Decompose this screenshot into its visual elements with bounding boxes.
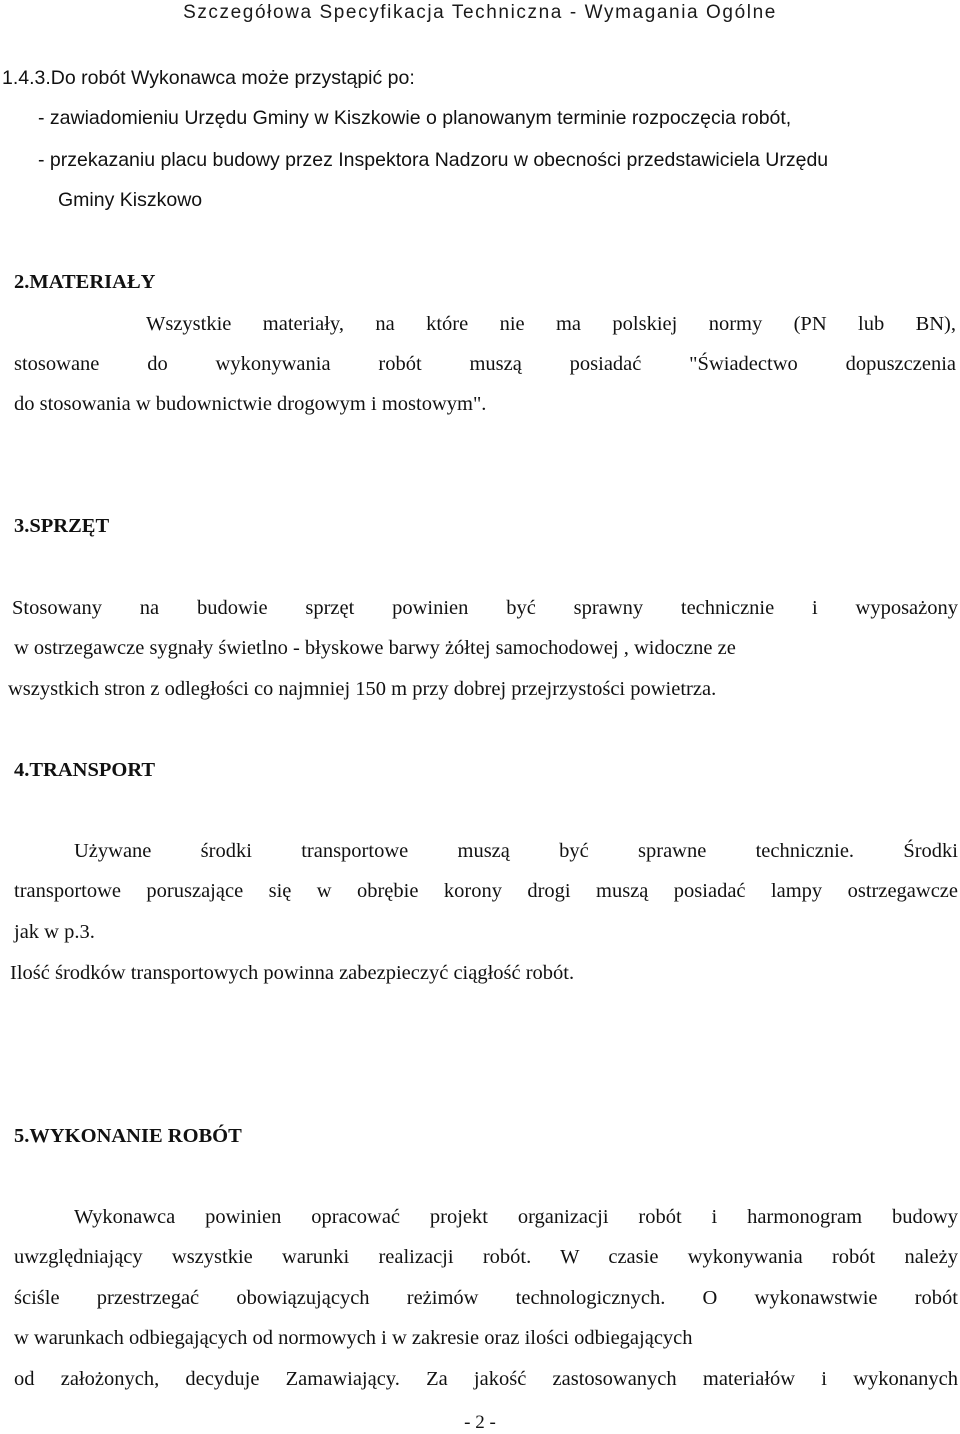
section-1-4-3-line-3: - przekazaniu placu budowy przez Inspektora Nadzoru w obecności przedstawiciela Urzędu [38,149,829,171]
section-3-line-2: w ostrzegawcze sygnały świetlno - błyskowe barwy żółtej samochodowej , widoczne ze [14,637,736,659]
section-4-line-4: Ilość środków transportowych powinna zabezpieczyć ciągłość robót. [10,962,575,984]
section-5-line-1: Wykonawca powinien opracować projekt organizacji robót i harmonogram budowy [74,1206,958,1228]
page-header: Szczegółowa Specyfikacja Techniczna - Wymagania Ogólne [183,2,777,23]
section-2-line-1: Wszystkie materiały, na które nie ma polskiej normy (PN lub BN), [146,313,956,335]
section-3-heading: 3.SPRZĘT [14,515,110,537]
section-3-line-1: Stosowany na budowie sprzęt powinien być sprawny technicznie i wyposażony [12,597,958,619]
section-2-heading: 2.MATERIAŁY [14,271,156,293]
section-1-4-3-line-4: Gminy Kiszkowo [58,189,203,211]
section-4-line-2: transportowe poruszające się w obrębie korony drogi muszą posiadać lampy ostrzegawcze [14,880,958,902]
section-5-line-4: w warunkach odbiegających od normowych i w zakresie oraz ilości odbiegających [14,1327,693,1349]
section-5-heading: 5.WYKONANIE ROBÓT [14,1125,242,1147]
section-1-4-3-line-1: 1.4.3.Do robót Wykonawca może przystąpić po: [2,67,415,89]
section-3-line-3: wszystkich stron z odległości co najmniej 150 m przy dobrej przejrzystości powietrza. [8,678,717,700]
page-number: - 2 - [464,1412,496,1433]
section-4-line-1: Używane środki transportowe muszą być sprawne technicznie. Środki [74,840,958,862]
section-1-4-3-line-2: - zawiadomieniu Urzędu Gminy w Kiszkowie o planowanym terminie rozpoczęcia robót, [38,107,792,129]
section-5-line-5: od założonych, decyduje Zamawiający. Za jakość zastosowanych materiałów i wykonanych [14,1368,958,1390]
section-5-line-3: ściśle przestrzegać obowiązujących reżimów technologicznych. O wykonawstwie robót [14,1287,958,1309]
section-4-line-3: jak w p.3. [14,921,95,943]
section-2-line-3: do stosowania w budownictwie drogowym i mostowym". [14,393,487,415]
section-5-line-2: uwzględniający wszystkie warunki realizacji robót. W czasie wykonywania robót należy [14,1246,958,1268]
section-4-heading: 4.TRANSPORT [14,759,156,781]
section-2-line-2: stosowane do wykonywania robót muszą posiadać "Świadectwo dopuszczenia [14,353,956,375]
